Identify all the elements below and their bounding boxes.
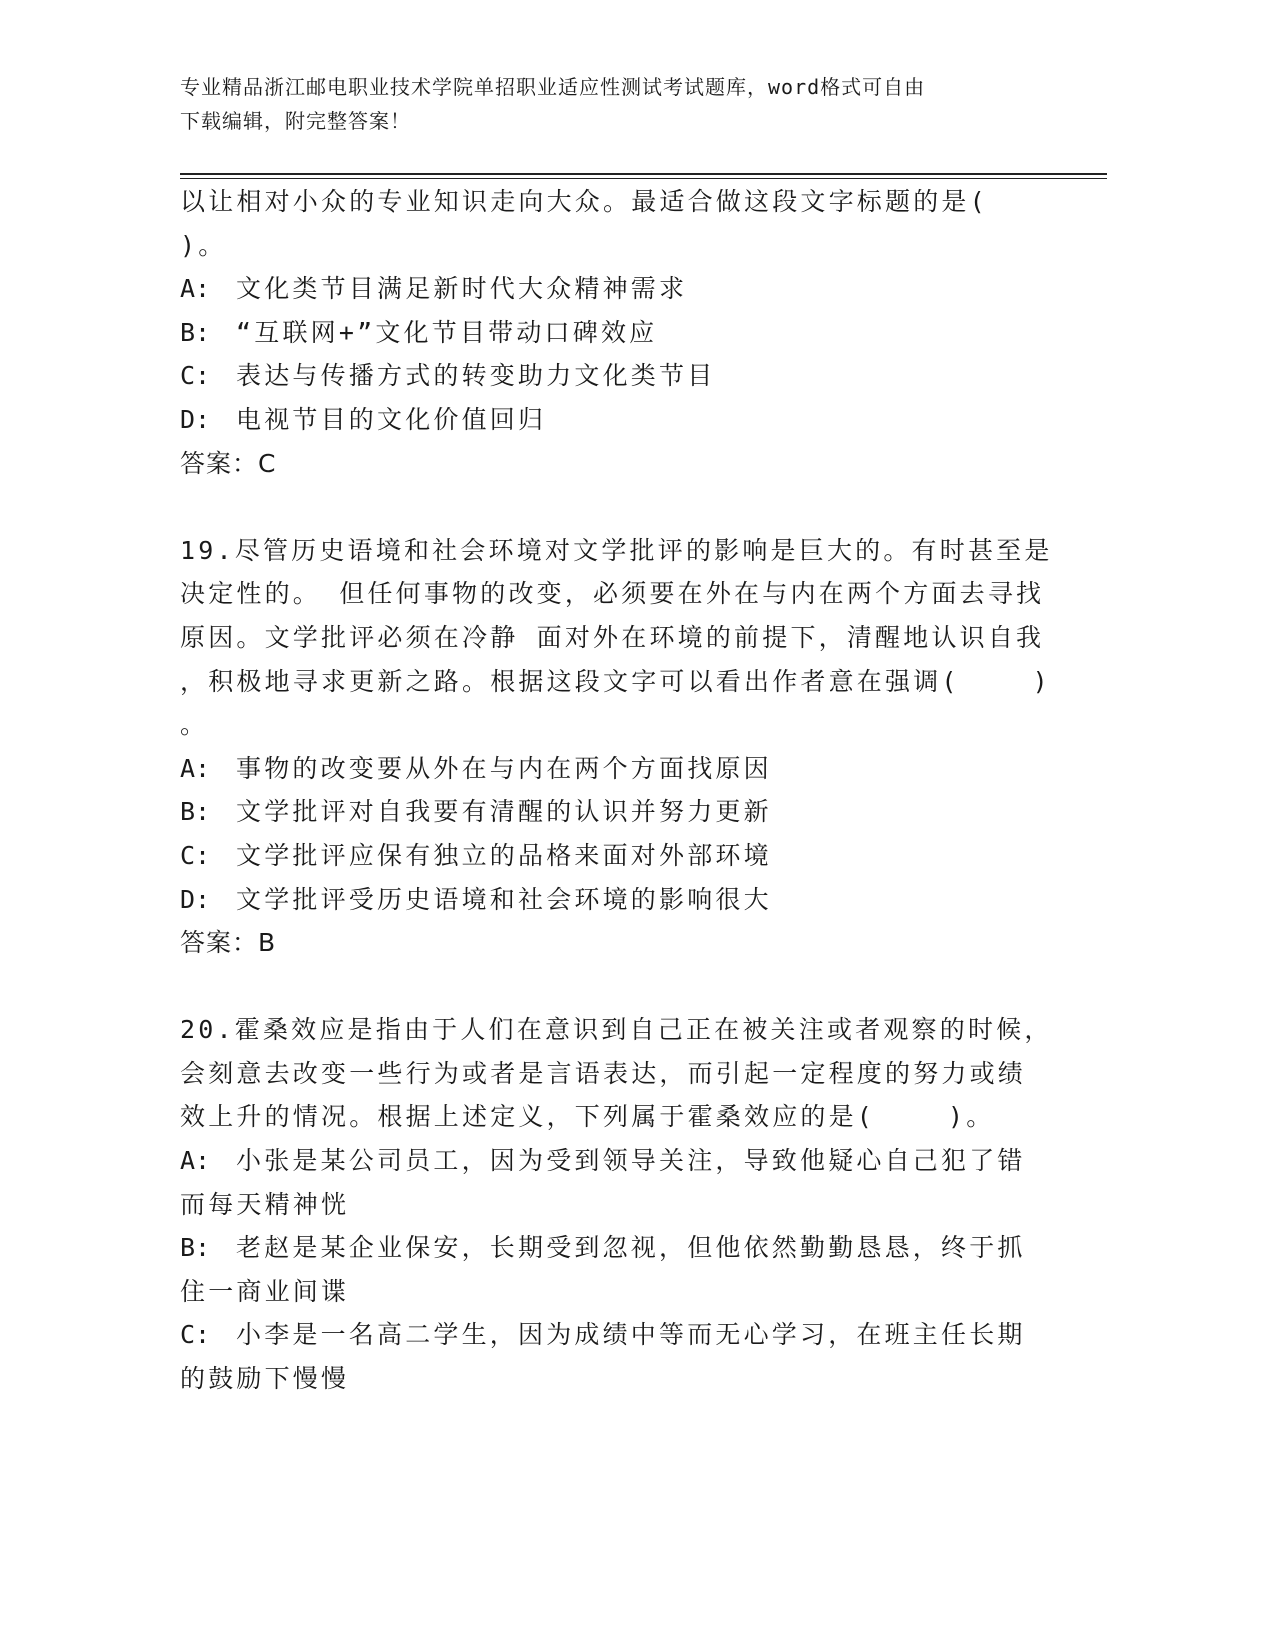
header-line-1: 专业精品浙江邮电职业技术学院单招职业适应性测试考试题库，word格式可自由 [180,75,926,99]
option-letter: C: [180,1320,211,1350]
question-text-line: 20.霍桑效应是指由于人们在意识到自己正在被关注或者观察的时候， [180,1015,1053,1045]
option-letter: A: [180,1146,211,1176]
question-text-line: 会刻意去改变一些行为或者是言语表达，而引起一定程度的努力或绩 [180,1058,1027,1088]
option-letter: D: [180,884,211,914]
question-text-line: 19.尽管历史语境和社会环境对文学批评的影响是巨大的。有时甚至是 [180,535,1053,565]
option-text: 文化类节目满足新时代大众精神需求 [236,274,688,304]
option-a [180,747,1040,791]
question-text-line: 决定性的。 但任何事物的改变，必须要在外在与内在两个方面去寻找 [180,579,1045,609]
option-text: 事物的改变要从外在与内在两个方面找原因 [236,753,772,783]
question-18 [180,180,1040,485]
header-line-2: 下载编辑，附完整答案！ [180,109,411,133]
option-letter: B: [180,797,211,827]
option-letter: C: [180,840,211,870]
option-letter: D: [180,404,211,434]
question-text-line: 原因。文学批评必须在冷静 面对外在环境的前提下，清醒地认识自我 [180,622,1045,652]
option-c [180,1313,1040,1357]
option-text: 文学批评受历史语境和社会环境的影响很大 [236,884,772,914]
question-text-line: ，积极地寻求更新之路。根据这段文字可以看出作者意在强调( ) [180,666,1051,696]
option-c [180,354,1040,398]
option-letter: A: [180,753,211,783]
option-letter: B: [180,1233,211,1263]
option-continuation: 住一商业间谍 [180,1276,350,1306]
question-text-line: 以让相对小众的专业知识走向大众。最适合做这段文字标题的是( [180,187,988,216]
answer: 答案：B [180,928,277,958]
option-text: 文学批评应保有独立的品格来面对外部环境 [236,840,772,870]
option-text: 电视节目的文化价值回归 [236,404,547,434]
option-text: 文学批评对自我要有清醒的认识并努力更新 [236,797,772,827]
answer: 答案：C [180,448,277,478]
question-text-line: )。 [180,230,227,260]
option-letter: A: [180,274,211,304]
option-a [180,1139,1040,1183]
option-continuation: 的鼓励下慢慢 [180,1364,350,1394]
header-rule-thick [180,173,1107,175]
option-d [180,878,1040,922]
question-text-line: 效上升的情况。根据上述定义，下列属于霍桑效应的是( )。 [180,1102,995,1132]
question-text-line: 。 [180,710,209,740]
option-d [180,398,1040,442]
option-continuation: 而每天精神恍 [180,1189,350,1219]
spacer [180,485,1040,529]
spacer [180,965,1040,1009]
option-text: 老赵是某企业保安，长期受到忽视，但他依然勤勤恳恳，终于抓 [236,1233,1026,1263]
question-20 [180,1008,1053,1400]
option-a [180,267,1040,311]
option-text: 小张是某公司员工，因为受到领导关注，导致他疑心自己犯了错 [236,1146,1026,1176]
option-b [180,790,1040,834]
option-text: “互联网+”文化节目带动口碑效应 [236,317,658,347]
option-text: 小李是一名高二学生，因为成绩中等而无心学习，在班主任长期 [236,1320,1026,1350]
option-text: 表达与传播方式的转变助力文化类节目 [236,361,716,391]
document-body [180,180,1053,1401]
option-letter: B: [180,317,211,347]
header-rule-thin [180,178,1107,179]
option-letter: C: [180,361,211,391]
option-b [180,1226,1040,1270]
question-19 [180,529,1053,965]
page-header [180,70,1030,138]
option-c [180,834,1040,878]
option-b [180,311,1040,355]
